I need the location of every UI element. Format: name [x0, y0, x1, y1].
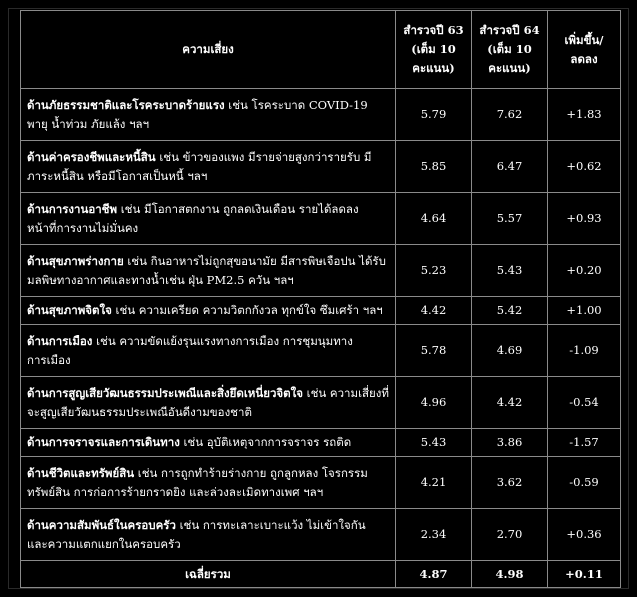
change-cell: -0.59: [548, 457, 621, 509]
score-63-cell: 5.23: [396, 245, 472, 297]
change-cell: +1.00: [548, 297, 621, 325]
table-row: [21, 509, 621, 561]
table-row: [21, 325, 621, 377]
table-row: [21, 457, 621, 509]
change-cell: -1.09: [548, 325, 621, 377]
risk-cell: ด้านชีวิตและทรัพย์สิน เช่น การถูกทำร้ายร่างกาย ถูกลูกหลง โจรกรรมทรัพย์สิน การก่อการร้ายกราดยิง และล่วงละเมิดทางเพศ ฯลฯ: [21, 457, 396, 509]
total-row: [21, 561, 621, 588]
score-63-cell: 5.78: [396, 325, 472, 377]
table-row: [21, 377, 621, 429]
risk-survey-table: [20, 10, 621, 588]
score-64-cell: 2.70: [472, 509, 548, 561]
total-change: +0.11: [548, 561, 621, 588]
table-row: [21, 245, 621, 297]
score-63-cell: 4.64: [396, 193, 472, 245]
score-63-cell: 4.96: [396, 377, 472, 429]
total-score-63: 4.87: [396, 561, 472, 588]
change-cell: +0.36: [548, 509, 621, 561]
score-64-cell: 5.43: [472, 245, 548, 297]
score-64-cell: 4.42: [472, 377, 548, 429]
score-63-cell: 2.34: [396, 509, 472, 561]
score-64-cell: 3.86: [472, 429, 548, 457]
table-row: [21, 193, 621, 245]
score-64-cell: 7.62: [472, 89, 548, 141]
score-63-cell: 4.21: [396, 457, 472, 509]
risk-cell: ด้านภัยธรรมชาติและโรคระบาดร้ายแรง เช่น โรคระบาด COVID-19 พายุ น้ำท่วม ภัยแล้ง ฯลฯ: [21, 89, 396, 141]
total-score-64: 4.98: [472, 561, 548, 588]
score-64-cell: 6.47: [472, 141, 548, 193]
score-63-cell: 5.79: [396, 89, 472, 141]
score-64-cell: 5.42: [472, 297, 548, 325]
header-risk: ความเสี่ยง: [21, 11, 396, 89]
table-row: [21, 429, 621, 457]
risk-cell: ด้านค่าครองชีพและหนี้สิน เช่น ข้าวของแพง มีรายจ่ายสูงกว่ารายรับ มีภาระหนี้สิน หรือมีโอกาสเป็นหนี้ ฯลฯ: [21, 141, 396, 193]
risk-cell: ด้านการสูญเสียวัฒนธรรมประเพณีและสิ่งยึดเหนี่ยวจิตใจ เช่น ความเสี่ยงที่จะสูญเสียวัฒนธรรมประเพณีอันดีงามของชาติ: [21, 377, 396, 429]
change-cell: -1.57: [548, 429, 621, 457]
risk-cell: ด้านสุขภาพร่างกาย เช่น กินอาหารไม่ถูกสุขอนามัย มีสารพิษเจือปน ได้รับมลพิษทางอากาศและทางน้ำเช่น ฝุ่น PM2.5 ควัน ฯลฯ: [21, 245, 396, 297]
change-cell: -0.54: [548, 377, 621, 429]
risk-cell: ด้านสุขภาพจิตใจ เช่น ความเครียด ความวิตกกังวล ทุกข์ใจ ซึมเศร้า ฯลฯ: [21, 297, 396, 325]
score-63-cell: 5.43: [396, 429, 472, 457]
change-cell: +1.83: [548, 89, 621, 141]
header-survey-63: สำรวจปี 63 (เต็ม 10 คะแนน): [396, 11, 472, 89]
table-header-row: [21, 11, 621, 89]
score-63-cell: 5.85: [396, 141, 472, 193]
risk-cell: ด้านการจราจรและการเดินทาง เช่น อุบัติเหตุจากการจราจร รถติด: [21, 429, 396, 457]
score-64-cell: 3.62: [472, 457, 548, 509]
header-survey-64: สำรวจปี 64 (เต็ม 10 คะแนน): [472, 11, 548, 89]
table-row: [21, 89, 621, 141]
score-63-cell: 4.42: [396, 297, 472, 325]
risk-cell: ด้านการเมือง เช่น ความขัดแย้งรุนแรงทางการเมือง การชุมนุมทาง การเมือง: [21, 325, 396, 377]
score-64-cell: 4.69: [472, 325, 548, 377]
risk-cell: ด้านความสัมพันธ์ในครอบครัว เช่น การทะเลาะเบาะแว้ง ไม่เข้าใจกัน และความแตกแยกในครอบครัว: [21, 509, 396, 561]
total-label: เฉลี่ยรวม: [21, 561, 396, 588]
header-change: เพิ่มขึ้น/ ลดลง: [548, 11, 621, 89]
score-64-cell: 5.57: [472, 193, 548, 245]
table-row: [21, 141, 621, 193]
change-cell: +0.93: [548, 193, 621, 245]
change-cell: +0.62: [548, 141, 621, 193]
table-row: [21, 297, 621, 325]
change-cell: +0.20: [548, 245, 621, 297]
risk-cell: ด้านการงานอาชีพ เช่น มีโอกาสตกงาน ถูกลดเงินเดือน รายได้ลดลง หน้าที่การงานไม่มั่นคง: [21, 193, 396, 245]
